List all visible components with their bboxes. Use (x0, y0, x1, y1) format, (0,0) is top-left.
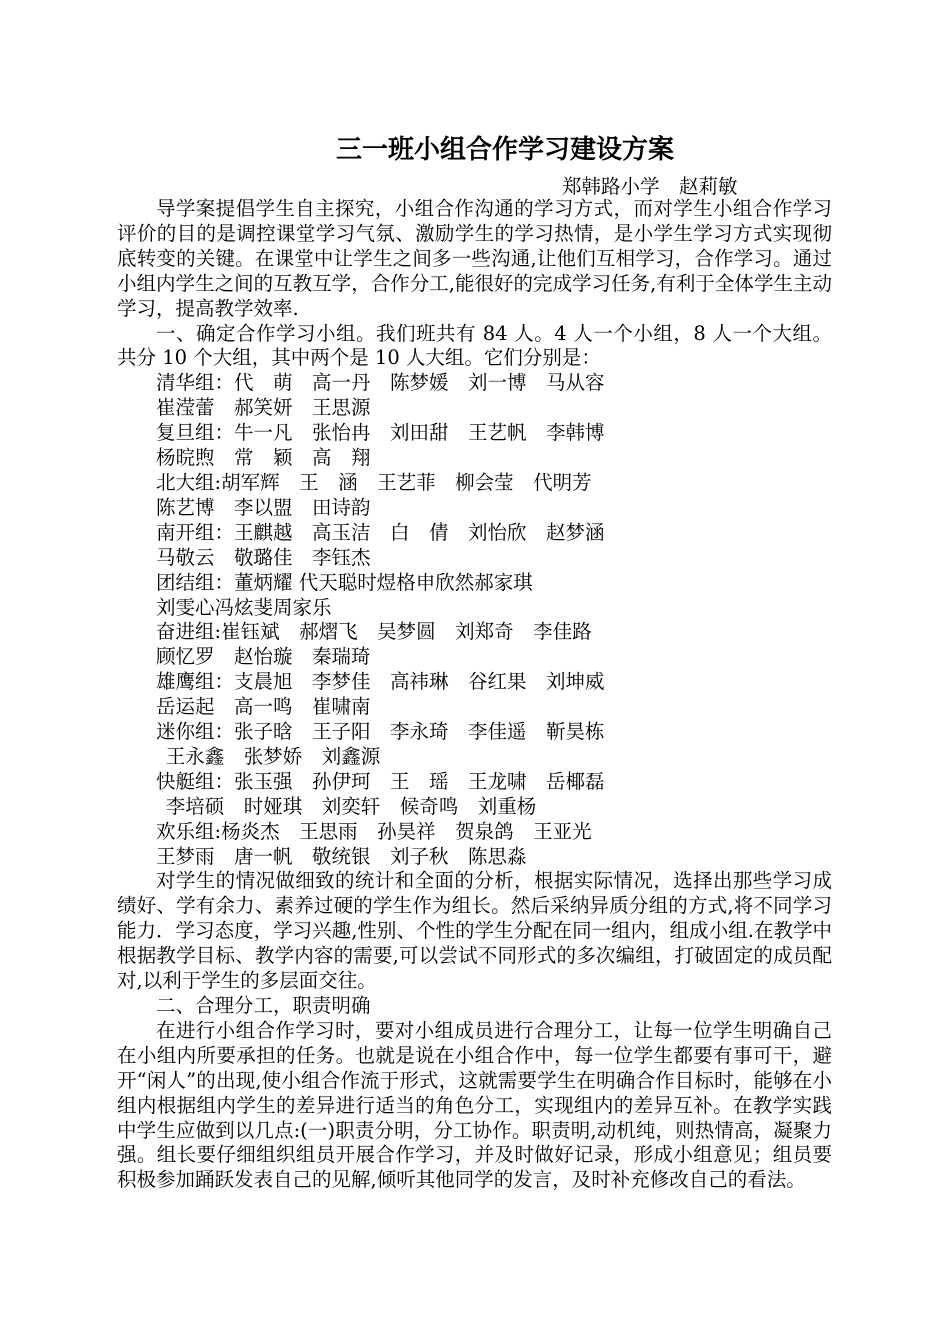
group-tuanjie-line-1: 团结组：董炳耀 代天聪时煜格申欣然郝家琪 (156, 570, 533, 594)
group-beida-line-2: 陈艺博 李以盟 田诗韵 (156, 495, 371, 519)
intro-paragraph: 导学案提倡学生自主探究，小组合作沟通的学习方式，而对学生小组合作学习评价的目的是调控课堂学习气氛、激励学生的学习热情，是小学生学习方式实现彻底转变的关键。在课堂中让学生之间多一些沟通,让他们互相学习，合作学习。通过小组内学生之间的互教互学，合作分工,能很好的完成学习任务,有利于全体学生主动学习，提高教学效率. (117, 197, 832, 320)
author-line: 郑韩路小学 赵莉敏 (562, 175, 738, 198)
group-huanle-line-2: 王梦雨 唐一帆 敬统银 刘子秋 陈思淼 (156, 844, 527, 868)
group-tuanjie-line-2: 刘雯心冯炫斐周家乐 (156, 595, 332, 619)
group-mini-line-1: 迷你组：张子晗 王子阳 李永琦 李佳遥 靳昊栋 (156, 720, 605, 744)
group-qinghua-line-1: 清华组：代 萌 高一丹 陈梦媛 刘一博 马从容 (156, 371, 605, 395)
group-kuaiting-line-1: 快艇组：张玉强 孙伊珂 王 瑶 王龙啸 岳椰磊 (156, 769, 605, 793)
group-kuaiting-line-2: 李培硕 时娅琪 刘奕轩 候奇鸣 刘重杨 (165, 794, 537, 818)
group-list (117, 371, 832, 869)
section-two-paragraph: 在进行小组合作学习时，要对小组成员进行合理分工，让每一位学生明确自己在小组内所要承担的任务。也就是说在小组合作中，每一位学生都要有事可干，避开“闲人”的出现,使小组合作流于形式，这就需要学生在明确合作目标时，能够在小组内根据组内学生的差异进行适当的角色分工，实现组内的差异互补。在教学实践中学生应做到以几点:(一)职责分明，分工协作。职责明,动机纯，则热情高，凝聚力强。组长要仔细组织组员开展合作学习，并及时做好记录，形成小组意见；组员要积极参加踊跃发表自己的见解,倾听其他同学的发言，及时补充修改自己的看法。 (117, 1018, 832, 1192)
group-fudan-line-2: 杨晥煦 常 颖 高 翔 (156, 446, 371, 470)
group-huanle-line-1: 欢乐组:杨炎杰 王思雨 孙昊祥 贺泉鸽 王亚光 (156, 819, 592, 843)
group-xiongying-line-1: 雄鹰组：支晨旭 李梦佳 高祎琳 谷红果 刘坤威 (156, 670, 605, 694)
group-nankai-line-2: 马敬云 敬璐佳 李钰杰 (156, 545, 371, 569)
group-fenjin-line-1: 奋进组:崔钰斌 郝熠飞 吴梦圆 刘郑奇 李佳路 (156, 620, 592, 644)
group-fudan-line-1: 复旦组：牛一凡 张怡冉 刘田甜 王艺帆 李韩博 (156, 421, 605, 445)
document-title: 三一班小组合作学习建设方案 (335, 135, 674, 165)
group-mini-line-2: 王永鑫 张梦娇 刘鑫源 (165, 744, 381, 768)
document-body (117, 197, 832, 1193)
group-qinghua-line-2: 崔滢蕾 郝笑妍 王思源 (156, 396, 371, 420)
group-fenjin-line-2: 顾忆罗 赵怡璇 秦瑞琦 (156, 645, 371, 669)
section-two-heading: 二、合理分工，职责明确 (156, 994, 371, 1017)
group-nankai-line-1: 南开组：王麒越 高玉洁 白 倩 刘怡欣 赵梦涵 (156, 520, 605, 544)
grouping-analysis-paragraph: 对学生的情况做细致的统计和全面的分析，根据实际情况，选择出那些学习成绩好、学有余力、素养过硬的学生作为组长。然后采纳异质分组的方式,将不同学习能力．学习态度，学习兴趣,性别、个性的学生分配在同一组内，组成小组.在教学中根据教学目标、教学内容的需要,可以尝试不同形式的多次编组，打破固定的成员配对,以利于学生的多层面交往。 (117, 869, 832, 993)
section-one-paragraph: 一、确定合作学习小组。我们班共有 84 人。4 人一个小组，8 人一个大组。共分 10 个大组，其中两个是 10 人大组。它们分别是： (117, 321, 832, 370)
group-xiongying-line-2: 岳运起 高一鸣 崔啸南 (156, 695, 371, 719)
group-beida-line-1: 北大组:胡军辉 王 涵 王艺菲 柳会莹 代明芳 (156, 470, 592, 494)
